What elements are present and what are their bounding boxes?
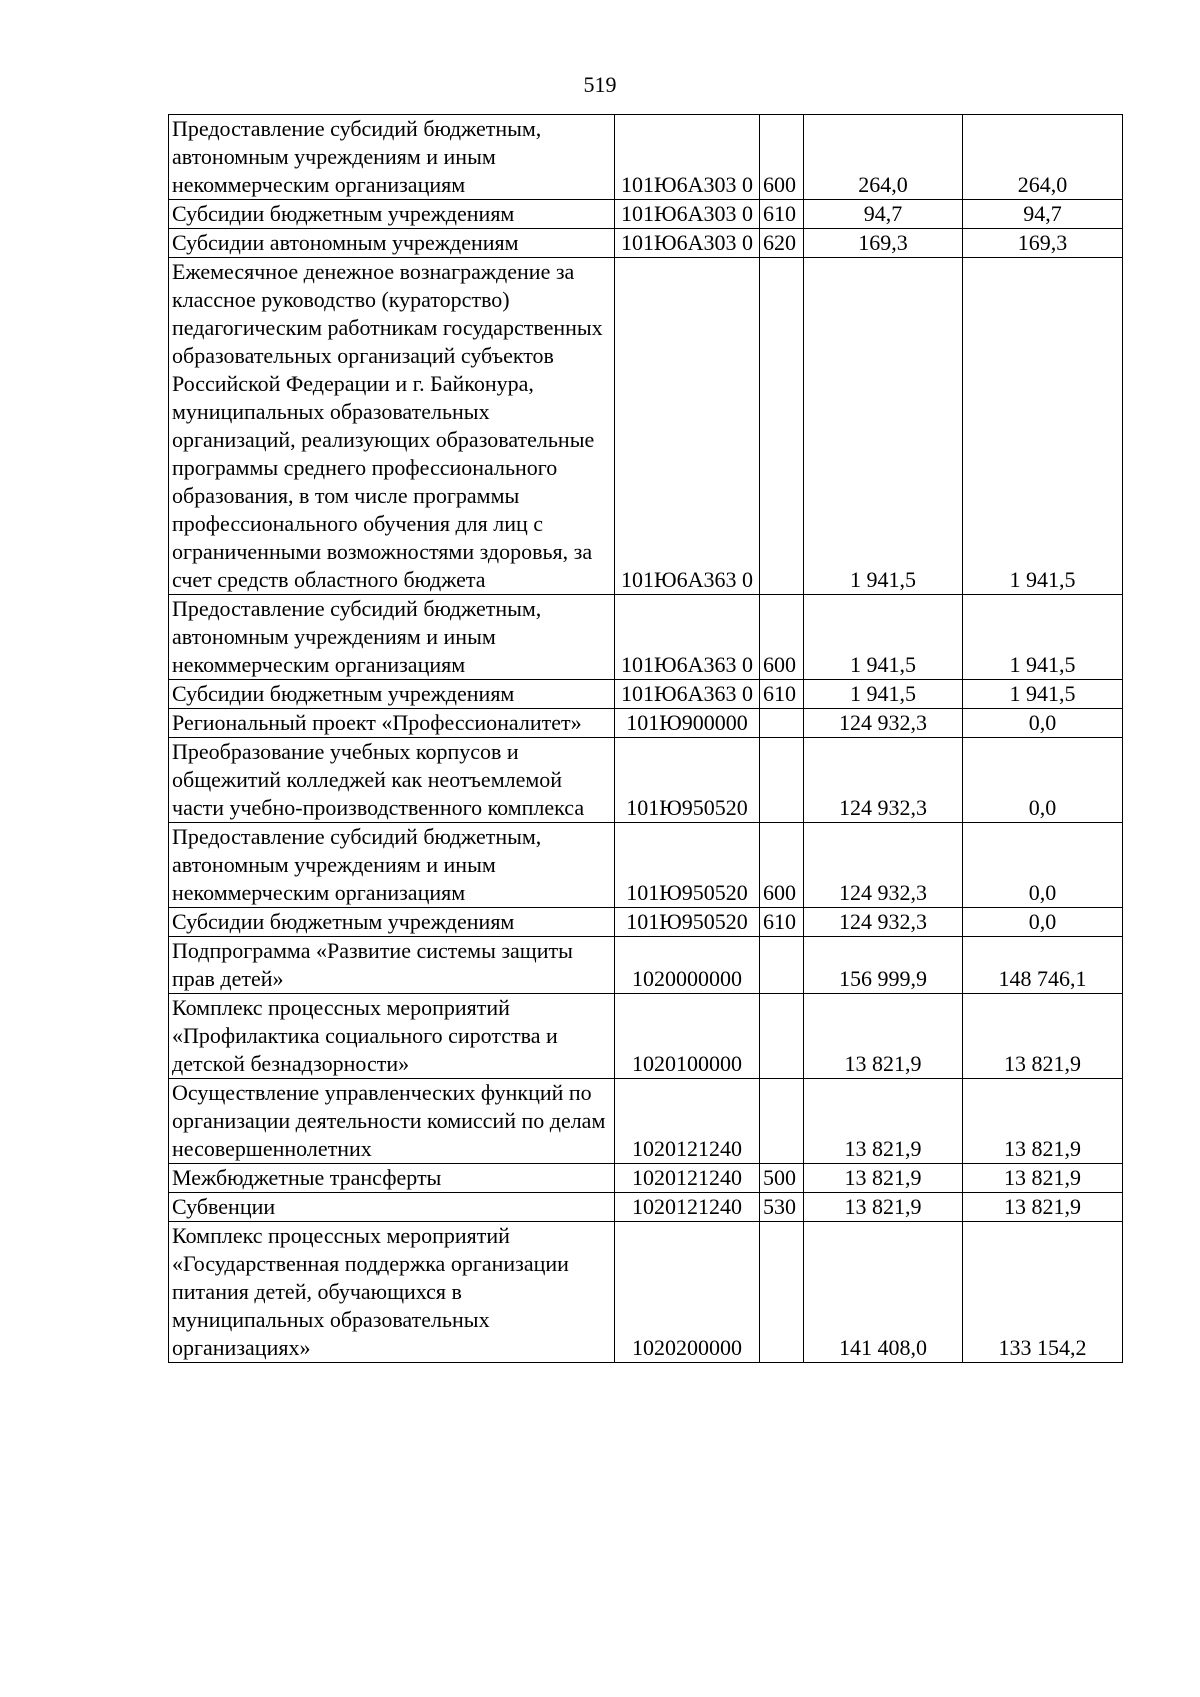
- amount-year1-cell: 124 932,3: [804, 908, 963, 937]
- table-row: [169, 937, 1123, 994]
- target-article-cell: 101Ю6А363 0: [615, 258, 760, 595]
- target-article-cell: 101Ю6А363 0: [615, 595, 760, 680]
- expense-type-cell: [760, 709, 804, 738]
- table-row: [169, 115, 1123, 200]
- amount-year2-cell: 13 821,9: [963, 1164, 1123, 1193]
- amount-year1-cell: 1 941,5: [804, 258, 963, 595]
- target-article-cell: 101Ю950520: [615, 823, 760, 908]
- expense-type-cell: [760, 1222, 804, 1363]
- amount-year1-cell: 156 999,9: [804, 937, 963, 994]
- expense-type-cell: 620: [760, 229, 804, 258]
- target-article-cell: 1020121240: [615, 1164, 760, 1193]
- amount-year2-cell: 13 821,9: [963, 1079, 1123, 1164]
- item-name-cell: Субсидии бюджетным учреждениям: [169, 908, 615, 937]
- expense-type-cell: 600: [760, 115, 804, 200]
- expense-type-cell: 530: [760, 1193, 804, 1222]
- expense-type-cell: [760, 1079, 804, 1164]
- table-row: [169, 1079, 1123, 1164]
- table-row: [169, 908, 1123, 937]
- item-name-cell: Межбюджетные трансферты: [169, 1164, 615, 1193]
- item-name-cell: Субвенции: [169, 1193, 615, 1222]
- item-name-cell: Комплекс процессных мероприятий «Государственная поддержка организации питания детей, обучающихся в муниципальных образовательных организациях»: [169, 1222, 615, 1363]
- expense-type-cell: 610: [760, 680, 804, 709]
- item-name-cell: Подпрограмма «Развитие системы защиты прав детей»: [169, 937, 615, 994]
- item-name-cell: Ежемесячное денежное вознаграждение за классное руководство (кураторство) педагогическим работникам государственных образовательных организаций субъектов Российской Федерации и г. Байконура, муниципальных образовательных организаций, реализующих образовательные программы среднего профессионального образования, в том числе программы профессионального обучения для лиц с ограниченными возможностями здоровья, за счет средств областного бюджета: [169, 258, 615, 595]
- item-name-cell: Региональный проект «Профессионалитет»: [169, 709, 615, 738]
- amount-year2-cell: 1 941,5: [963, 595, 1123, 680]
- amount-year2-cell: 0,0: [963, 908, 1123, 937]
- table-row: [169, 680, 1123, 709]
- item-name-cell: Комплекс процессных мероприятий «Профилактика социального сиротства и детской безнадзорности»: [169, 994, 615, 1079]
- table-row: [169, 1164, 1123, 1193]
- amount-year2-cell: 148 746,1: [963, 937, 1123, 994]
- expense-type-cell: [760, 738, 804, 823]
- target-article-cell: 101Ю950520: [615, 908, 760, 937]
- amount-year1-cell: 13 821,9: [804, 1193, 963, 1222]
- amount-year1-cell: 141 408,0: [804, 1222, 963, 1363]
- item-name-cell: Субсидии автономным учреждениям: [169, 229, 615, 258]
- amount-year2-cell: 13 821,9: [963, 994, 1123, 1079]
- amount-year2-cell: 0,0: [963, 823, 1123, 908]
- table-row: [169, 738, 1123, 823]
- amount-year2-cell: 0,0: [963, 709, 1123, 738]
- amount-year1-cell: 94,7: [804, 200, 963, 229]
- table-row: [169, 994, 1123, 1079]
- expense-type-cell: [760, 994, 804, 1079]
- target-article-cell: 101Ю900000: [615, 709, 760, 738]
- expense-type-cell: 600: [760, 595, 804, 680]
- amount-year1-cell: 264,0: [804, 115, 963, 200]
- amount-year1-cell: 13 821,9: [804, 1164, 963, 1193]
- amount-year1-cell: 13 821,9: [804, 994, 963, 1079]
- budget-table: [168, 114, 1123, 1363]
- amount-year1-cell: 124 932,3: [804, 709, 963, 738]
- expense-type-cell: [760, 258, 804, 595]
- amount-year2-cell: 169,3: [963, 229, 1123, 258]
- expense-type-cell: 600: [760, 823, 804, 908]
- amount-year1-cell: 1 941,5: [804, 680, 963, 709]
- amount-year1-cell: 1 941,5: [804, 595, 963, 680]
- item-name-cell: Осуществление управленческих функций по организации деятельности комиссий по делам несовершеннолетних: [169, 1079, 615, 1164]
- item-name-cell: Преобразование учебных корпусов и общежитий колледжей как неотъемлемой части учебно-производственного комплекса: [169, 738, 615, 823]
- amount-year2-cell: 0,0: [963, 738, 1123, 823]
- target-article-cell: 1020000000: [615, 937, 760, 994]
- table-row: [169, 595, 1123, 680]
- item-name-cell: Предоставление субсидий бюджетным, автономным учреждениям и иным некоммерческим организациям: [169, 115, 615, 200]
- target-article-cell: 1020200000: [615, 1222, 760, 1363]
- amount-year2-cell: 133 154,2: [963, 1222, 1123, 1363]
- expense-type-cell: 610: [760, 908, 804, 937]
- item-name-cell: Субсидии бюджетным учреждениям: [169, 680, 615, 709]
- table-row: [169, 1222, 1123, 1363]
- amount-year2-cell: 264,0: [963, 115, 1123, 200]
- amount-year1-cell: 13 821,9: [804, 1079, 963, 1164]
- target-article-cell: 101Ю6А303 0: [615, 229, 760, 258]
- table-row: [169, 229, 1123, 258]
- expense-type-cell: [760, 937, 804, 994]
- amount-year2-cell: 13 821,9: [963, 1193, 1123, 1222]
- item-name-cell: Предоставление субсидий бюджетным, автономным учреждениям и иным некоммерческим организациям: [169, 823, 615, 908]
- amount-year1-cell: 124 932,3: [804, 738, 963, 823]
- expense-type-cell: 610: [760, 200, 804, 229]
- target-article-cell: 101Ю950520: [615, 738, 760, 823]
- table-row: [169, 258, 1123, 595]
- budget-table-body: [169, 115, 1123, 1363]
- amount-year2-cell: 94,7: [963, 200, 1123, 229]
- expense-type-cell: 500: [760, 1164, 804, 1193]
- amount-year1-cell: 124 932,3: [804, 823, 963, 908]
- page-number: 519: [583, 72, 617, 97]
- target-article-cell: 1020121240: [615, 1079, 760, 1164]
- table-row: [169, 709, 1123, 738]
- item-name-cell: Субсидии бюджетным учреждениям: [169, 200, 615, 229]
- item-name-cell: Предоставление субсидий бюджетным, автономным учреждениям и иным некоммерческим организациям: [169, 595, 615, 680]
- table-row: [169, 823, 1123, 908]
- target-article-cell: 101Ю6А303 0: [615, 200, 760, 229]
- table-row: [169, 200, 1123, 229]
- target-article-cell: 1020121240: [615, 1193, 760, 1222]
- target-article-cell: 101Ю6А363 0: [615, 680, 760, 709]
- target-article-cell: 101Ю6А303 0: [615, 115, 760, 200]
- table-row: [169, 1193, 1123, 1222]
- target-article-cell: 1020100000: [615, 994, 760, 1079]
- amount-year2-cell: 1 941,5: [963, 680, 1123, 709]
- amount-year2-cell: 1 941,5: [963, 258, 1123, 595]
- amount-year1-cell: 169,3: [804, 229, 963, 258]
